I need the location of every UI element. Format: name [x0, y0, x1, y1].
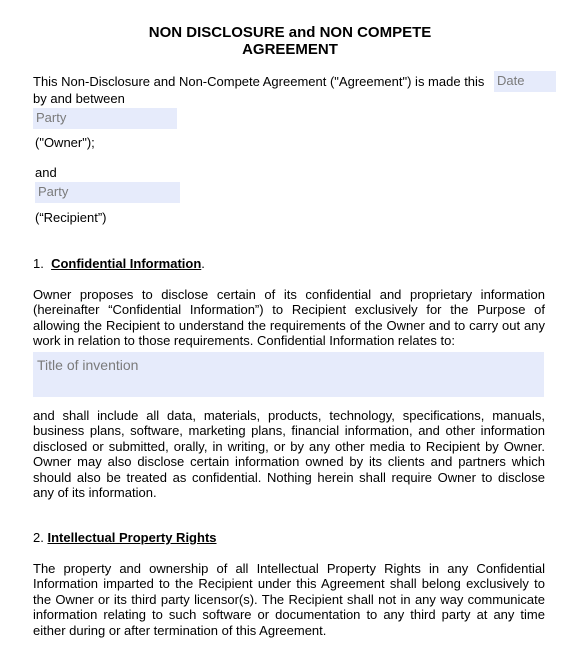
- invention-title-field[interactable]: Title of invention: [33, 352, 544, 397]
- section1-number: 1.: [33, 256, 44, 271]
- section1-heading: [33, 256, 205, 271]
- document-title-line2: AGREEMENT: [242, 41, 338, 58]
- date-field[interactable]: Date: [494, 71, 556, 92]
- section2-number: 2.: [33, 530, 44, 545]
- section2-heading: [33, 530, 217, 545]
- section2-title: Intellectual Property Rights: [47, 530, 217, 545]
- and-label: and: [35, 165, 57, 180]
- party2-field[interactable]: Party: [35, 182, 180, 203]
- by-and-between-text: by and between: [33, 91, 125, 106]
- document-title-line1: NON DISCLOSURE and NON COMPETE: [148, 24, 432, 41]
- section1-title: Confidential Information: [51, 256, 202, 271]
- owner-label: ("Owner");: [35, 135, 95, 150]
- section1-title-suffix: .: [201, 256, 205, 271]
- recipient-label: (“Recipient”): [35, 210, 107, 225]
- section2-paragraph1: The property and ownership of all Intellectual Property Rights in any Confidential Information imparted to the Recipient under this Agreement shall belong exclusively to the Owner or its third party licensor(s). The Recipient shall not in any way communicate information relating to such software or documentation to any third party at any time either during or after termination of this Agreement.: [33, 561, 545, 638]
- section1-paragraph2: and shall include all data, materials, products, technology, specifications, manuals, business plans, software, marketing plans, financial information, and other information disclosed or submitted, orally, in writing, or by any other media to Recipient by Owner. Owner may also disclose certain information owned by its clients and partners which should also be treated as confidential. Nothing herein shall require Owner to disclose any of its information.: [33, 408, 545, 501]
- party1-field[interactable]: Party: [33, 108, 177, 129]
- section1-paragraph1: Owner proposes to disclose certain of its confidential and proprietary information (hereinafter “Confidential Information”) to Recipient exclusively for the Purpose of allowing the Recipient to understand the requirements of the Owner and to carry out any work in relation to those requirements. Confidential Information relates to:: [33, 287, 545, 349]
- intro-text: This Non-Disclosure and Non-Compete Agreement ("Agreement") is made this: [33, 74, 485, 89]
